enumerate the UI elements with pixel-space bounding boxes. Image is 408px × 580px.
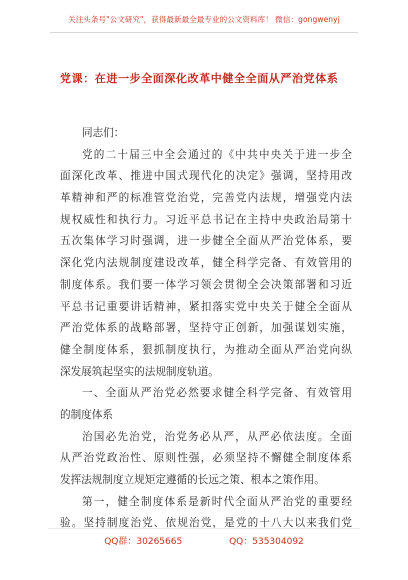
text-line: 规权威性和执行力。习近平总书记在主持中央政治局第十 [60, 213, 352, 226]
text-line: 的制度体系 [60, 408, 113, 421]
text-line: 健全制度体系，狠抓制度执行，为推动全面从严治党向纵 [60, 343, 352, 356]
text-line: 治国必先治党，治党务必从严，从严必依法度。全面 [82, 430, 352, 443]
text-line: 深化党内法规制度建设改革，健全科学完备、有效管用的 [60, 257, 352, 270]
footer [0, 534, 408, 547]
text-line: 发挥法规制度立规矩定遵循的长远之策、根本之策作用。 [60, 474, 325, 487]
text-line: 五次集体学习时强调，进一步健全全面从严治党体系，要 [60, 235, 352, 248]
text-line: 严治党体系的战略部署，坚持守正创新，加强谋划实施， [60, 322, 352, 335]
text-line: 深发展筑起坚实的法规制度轨道。 [60, 365, 219, 378]
text-line: 一、全面从严治党必然要求健全科学完备、有效管用 [82, 387, 352, 400]
text-line: 平总书记重要讲话精神，紧扣落实党中央关于健全全面从 [60, 300, 352, 313]
header-note: 关注头条号"公文研究"，获得最新最全最专业的公文资料库！ 微信：gongwenyj [68, 15, 340, 24]
text-line: 第一，健全制度体系是新时代全面从严治党的重要经 [82, 495, 352, 508]
footer-qq-contact: QQ：535304092 [229, 537, 304, 547]
greeting: 同志们： [82, 127, 125, 139]
text-line: 从严治党政治性、原则性强，必须坚持不懈健全制度体系 [60, 452, 352, 465]
text-line: 党的二十届三中全会通过的《中共中央关于进一步全 [82, 148, 352, 161]
footer-qq-group: QQ群：30265665 [104, 537, 183, 547]
text-line: 革精神和严的标准管党治党，完善党内法规，增强党内法 [60, 192, 352, 205]
header-divider [50, 32, 358, 33]
paragraph-lines [60, 145, 352, 535]
text-line: 面深化改革、推进中国式现代化的决定》强调，坚持用改 [60, 170, 352, 183]
footer-divider [48, 528, 360, 529]
text-line: 制度体系。我们要一体学习领会贯彻全会决策部署和习近 [60, 278, 352, 291]
document-body [60, 123, 352, 535]
document-title: 党课：在进一步全面深化改革中健全全面从严治党体系 [60, 72, 339, 85]
text-line: 验。坚持制度治党、依规治党，是党的十八大以来我们党 [60, 517, 352, 530]
